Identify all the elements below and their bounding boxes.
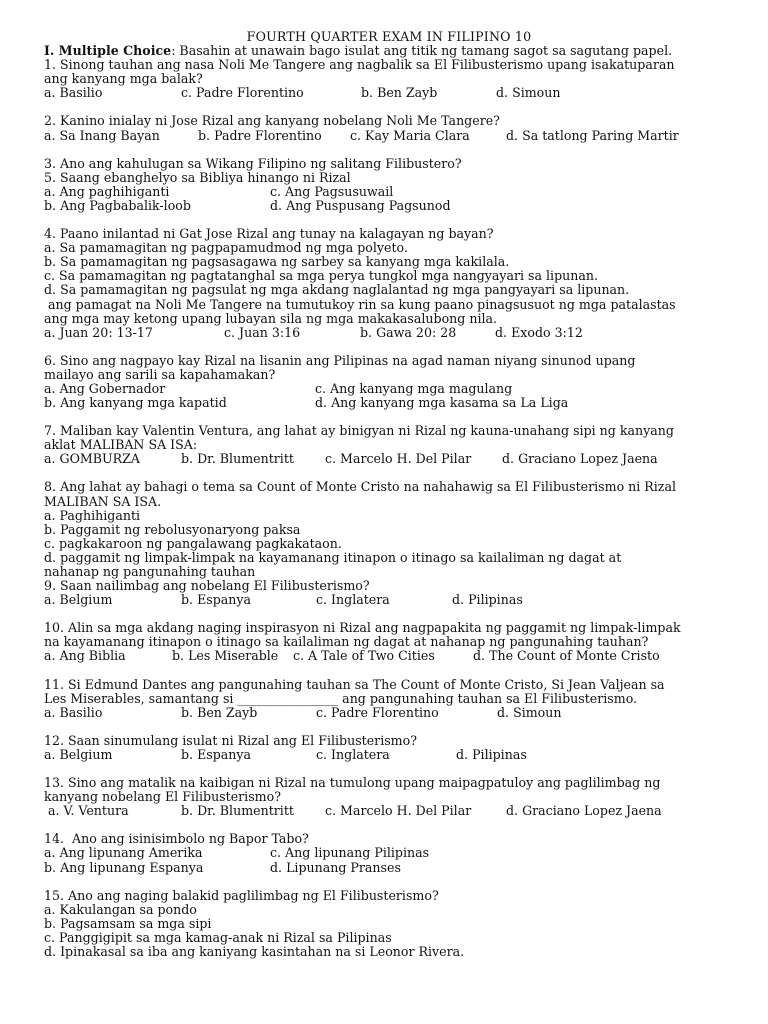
choices-row: [44, 326, 734, 340]
choice-d: d. paggamit ng limpak-limpak na kayamanang itinapon o itinago sa kailaliman ng dagat at: [44, 549, 622, 565]
choice-b: b. Ang lipunang Espanya: [44, 859, 204, 875]
choice-a: a. Basilio: [44, 704, 103, 720]
choice-c: c. Marcelo H. Del Pilar: [325, 451, 472, 467]
question-text: 11. Si Edmund Dantes ang pangunahing tauhan sa The Count of Monte Cristo, Si Jean Valjean sa: [44, 676, 665, 692]
choice-b: b. Pagsamsam sa mga sipi: [44, 915, 212, 931]
choice-c: c. Inglatera: [316, 592, 390, 608]
choices-row: [44, 86, 734, 100]
choices-row: [44, 129, 734, 143]
choice-d: d. Ang Puspusang Pagsunod: [270, 197, 451, 213]
choice-d: d. Graciano Lopez Jaena: [506, 803, 662, 819]
section-heading: [44, 44, 734, 58]
choice-a: a. GOMBURZA: [44, 451, 140, 467]
choice-b: b. Ang kanyang mga kapatid: [44, 395, 227, 411]
choice-b: b. Les Miserable: [172, 648, 279, 664]
choice-c: c. Juan 3:16: [224, 324, 301, 340]
choice-b: b. Ben Zayb: [361, 85, 438, 101]
question-4: [44, 227, 734, 340]
choice-b: b. Dr. Blumentritt: [181, 451, 294, 467]
choice-d: d. Ang kanyang mga kasama sa La Liga: [315, 395, 569, 411]
question-text: na kayamanang itinapon o itinago sa kailaliman ng dagat at nahanap ng pangunahing tauhan?: [44, 634, 649, 650]
question-12: [44, 734, 734, 762]
choice-d: d. Sa tatlong Paring Martir: [506, 127, 679, 143]
choices-row: [44, 396, 734, 410]
choice-d: d. Sa pamamagitan ng pagsulat ng mga akdang naglalantad ng mga pangyayari sa lipunan.: [44, 282, 630, 298]
choice-b: b. Ang Pagbabalik-loob: [44, 197, 191, 213]
choice-a: a. Basilio: [44, 85, 103, 101]
choice-c: c. Kay Maria Clara: [350, 127, 470, 143]
choice-a: a. Ang Biblia: [44, 648, 126, 664]
choice-a: a. Ang paghihiganti: [44, 183, 170, 199]
choice-d: d. Simoun: [496, 85, 561, 101]
choices-row: [44, 185, 734, 199]
question-text: mailayo ang sarili sa kapahamakan?: [44, 366, 276, 382]
question-text: 6. Sino ang nagpayo kay Rizal na lisanin ang Pilipinas na agad naman niyang sinunod upang: [44, 352, 636, 368]
choice-b: b. Gawa 20: 28: [360, 324, 457, 340]
choices-row: [44, 706, 734, 720]
choice-d: d. Exodo 3:12: [495, 324, 583, 340]
question-text: 15. Ano ang naging balakid paglilimbag ng El Filibusterismo?: [44, 887, 439, 903]
choice-d-continued: nahanap ng pangunahing tauhan: [44, 564, 256, 579]
choices-row: [44, 649, 734, 663]
question-1: [44, 58, 734, 100]
choice-b: b. Sa pamamagitan ng pagsasagawa ng sarbey sa kanyang mga kakilala.: [44, 254, 510, 270]
choices-row: [44, 593, 734, 607]
question-13: [44, 776, 734, 818]
choice-c: c. Marcelo H. Del Pilar: [325, 803, 472, 819]
choice-a: a. Paghihiganti: [44, 507, 141, 523]
choice-c: c. Sa pamamagitan ng pagtatanghal sa mga perya tungkol mga nangyayari sa lipunan.: [44, 268, 598, 284]
choice-c: c. Ang lipunang Pilipinas: [270, 845, 430, 861]
choices-row: [44, 199, 734, 213]
choice-a: a. Ang lipunang Amerika: [44, 845, 203, 861]
question-text: 7. Maliban kay Valentin Ventura, ang lahat ay binigyan ni Rizal ng kauna-unahang sipi ng kanyang: [44, 423, 674, 439]
choice-c: c. Padre Florentino: [181, 85, 304, 101]
choice-a: a. Sa pamamagitan ng pagpapamudmod ng mga polyeto.: [44, 240, 408, 256]
choice-c: c. Ang kanyang mga magulang: [315, 380, 513, 396]
choice-c: c. Inglatera: [316, 746, 390, 762]
choice-d: d. Pilipinas: [456, 746, 527, 762]
choice-c: c. pagkakaroon ng pangalawang pagkakataon.: [44, 535, 342, 551]
choices-row: [44, 748, 734, 762]
question-text: 9. Saan nailimbag ang nobelang El Filibusterismo?: [44, 578, 370, 594]
question-text: 14. Ano ang isinisimbolo ng Bapor Tabo?: [44, 831, 309, 847]
choice-b: b. Padre Florentino: [198, 127, 322, 143]
question-9: [44, 579, 734, 607]
question-text: 5. Saang ebanghelyo sa Bibliya hinango ni Rizal: [44, 169, 351, 185]
exam-title: FOURTH QUARTER EXAM IN FILIPINO 10: [246, 29, 532, 44]
question-text: 12. Saan sinumulang isulat ni Rizal ang El Filibusterismo?: [44, 732, 417, 748]
choice-d: d. Graciano Lopez Jaena: [502, 451, 658, 467]
question-7: [44, 424, 734, 466]
choice-c: c. Padre Florentino: [316, 704, 439, 720]
section-instructions: : Basahin at unawain bago isulat ang titik ng tamang sagot sa sagutang papel.: [171, 43, 673, 59]
question-11: [44, 678, 734, 720]
section-label: I. Multiple Choice: [44, 43, 172, 59]
choices-row: [44, 861, 734, 875]
question-text: 2. Kanino inialay ni Jose Rizal ang kanyang nobelang Noli Me Tangere?: [44, 113, 500, 129]
question-text: 4. Paano inilantad ni Gat Jose Rizal ang tunay na kalagayan ng bayan?: [44, 226, 494, 242]
question-text: ang pamagat na Noli Me Tangere na tumutukoy rin sa kung paano pinagsusuot ng mga patalastas: [44, 296, 676, 312]
choice-a: a. Sa Inang Bayan: [44, 127, 160, 143]
choice-c: c. A Tale of Two Cities: [293, 648, 435, 664]
choice-d: d. Lipunang Pranses: [270, 859, 401, 875]
question-text: Les Miserables, samantang si ________________ ang pangunahing tauhan sa El Filibusterismo.: [44, 690, 638, 706]
question-15: [44, 889, 734, 959]
choices-row: [44, 804, 734, 818]
question-text: 13. Sino ang matalik na kaibigan ni Rizal na tumulong upang maipagpatuloy ang paglilimbag ng: [44, 775, 661, 791]
question-text: MALIBAN SA ISA.: [44, 493, 162, 509]
choice-a: a. Juan 20: 13-17: [44, 324, 153, 340]
question-text: kanyang nobelang El Filibusterismo?: [44, 789, 281, 805]
choice-a: a. Ang Gobernador: [44, 380, 166, 396]
question-text: 8. Ang lahat ay bahagi o tema sa Count of Monte Cristo na nahahawig sa El Filibusterismo ni Rizal: [44, 479, 676, 495]
question-text: 3. Ano ang kahulugan sa Wikang Filipino ng salitang Filibustero?: [44, 155, 462, 171]
choice-b: b. Dr. Blumentritt: [181, 803, 294, 819]
question-14: [44, 832, 734, 874]
choices-row: [44, 846, 734, 860]
choice-d: d. The Count of Monte Cristo: [473, 648, 660, 664]
choice-b: b. Espanya: [181, 592, 252, 608]
choice-a: a. V. Ventura: [48, 803, 129, 819]
choice-a: a. Belgium: [44, 592, 113, 608]
choice-a: a. Belgium: [44, 746, 113, 762]
question-text: 10. Alin sa mga akdang naging inspirasyon ni Rizal ang nagpapakita ng paggamit ng limpak-limpak: [44, 620, 681, 636]
question-8: [44, 480, 734, 579]
question-10: [44, 621, 734, 663]
choice-c: c. Ang Pagsusuwail: [270, 183, 394, 199]
question-6: [44, 354, 734, 410]
question-text: 1. Sinong tauhan ang nasa Noli Me Tangere ang nagbalik sa El Filibusterismo upang isakatuparan: [44, 57, 675, 73]
question-2: [44, 114, 734, 142]
question-text: aklat MALIBAN SA ISA:: [44, 437, 198, 453]
question-text: ang mga may ketong upang lubayan sila ng mga makakasalubong nila.: [44, 310, 498, 326]
question-text: ang kanyang mga balak?: [44, 71, 203, 87]
choice-d: d. Pilipinas: [452, 592, 523, 608]
choices-row: [44, 452, 734, 466]
question-3: [44, 157, 734, 213]
choice-b: b. Paggamit ng rebolusyonaryong paksa: [44, 521, 301, 537]
choice-b: b. Ben Zayb: [181, 704, 258, 720]
choice-c: c. Panggigipit sa mga kamag-anak ni Rizal sa Pilipinas: [44, 929, 392, 945]
choice-a: a. Kakulangan sa pondo: [44, 901, 197, 917]
choice-d: d. Simoun: [497, 704, 562, 720]
choice-b: b. Espanya: [181, 746, 252, 762]
choices-row: [44, 382, 734, 396]
choice-d: d. Ipinakasal sa iba ang kaniyang kasintahan na si Leonor Rivera.: [44, 943, 465, 959]
exam-page: [44, 30, 734, 959]
